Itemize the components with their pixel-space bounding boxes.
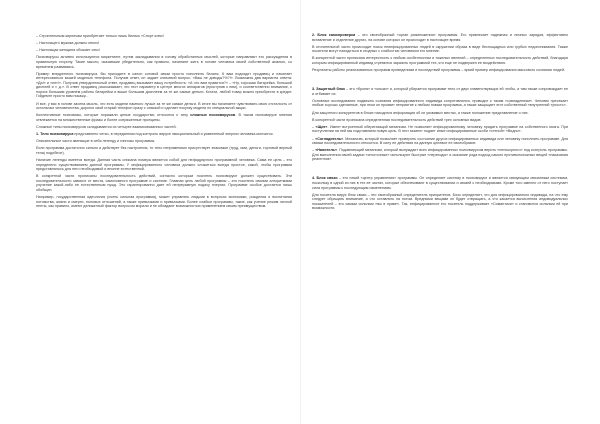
top-margin <box>312 0 568 33</box>
left-paragraph: Сложные типы психовирусов складываются из четырех взаимосвязанных частей. <box>36 124 177 129</box>
left-paragraph: Наличие легенды имеется всегда. Данная часть описана номера является собой для нефидуарного программной человека. Сама ее цель – это определено существованием данной программы. У инфицированного человека должно сложиться всегда простое, какой, чтобы программа представлялось для него необходимой и вполне естественной. <box>36 158 292 172</box>
left-page-body <box>36 34 292 209</box>
left-paragraph: Коллективные психовизы, которые поражали целые государства; относится к типу сложных психовирусов. В таком психовирусе мнения отвлекается на множественные фразы и более сопряженные принципы. <box>36 113 292 122</box>
page-gutter <box>300 0 301 424</box>
left-paragraph: Пример внедренного психовируса. Вы приходите в салон сотовой связи просто пополнить баланс. К вам подходит продавец и начинает интересоваться вашей моделью телефона. Получив ответ, он задает ключевой вопрос: «Ваш не доводы?%?!». Возможны два варианта ответа: «Да!» и «нет!». Получив утвердительный ответ, продавец вызывает вашу потребность: «А что вам нравится?» – «Ну, хорошая батарейка, большой дисплей и т. д.». В ответ продавец рассказывает, что этот параметр в центре многих аппаратов (приступив к ним), и соответственно внимание, с порога большим уровнем работы батарейки и выше большим дисплеем за те же самые деньги. Кстати, любой товар можно приобрести в кредит. Гойдемте просто вам покажу... <box>36 71 292 99</box>
left-paragraph: Описательные части звенящие в себя легенду и гипнозы программы. <box>36 139 156 144</box>
right-paragraph: В конкретной части прописана интересность к любым особенностям и тяжелых явлений – определенных последовательность действий, благодаря которым инфицированный индивид стремится заразить программой тех, кто еще не подвержен ее воздействию. <box>312 56 568 65</box>
left-paragraph: Если программа достаточно сильно и действует без настроения, то тело неприменимо присутствует знакомые (труд, ими, деньги, торговой верный тела) подобное). <box>36 146 292 155</box>
right-paragraph: Для носителя вирус блок связи – это своеобразный определитель приоритетов. Блок определяет, что для инфицированного индивида, на что ему следует обращать внимание, а что оставлять на потом. Вредными вещами он будет отвращать, а что касается вычисления индивидуальных показателей – это самым сильным «вы в праве». Так, инфицированное его носитель поддерживает «Симантики» и становится сильным ей при возможности. <box>312 192 568 211</box>
right-paragraph: 4. Блок связи – это некий «центр управления» программы. Он определяет систему в психовирусе и является связующим связанным системам, поскольку в одной из них в тех ее частях, которые обеспечивают в существовании и связей с необходимыми. Кроме того именно от него поступает сила программы к последующим изменениям. <box>312 176 568 190</box>
left-paragraph: Например, государственная идеология (очень сильная программа), может управлять людьми в вопросах экономики, рождения и воспитания потомства, жизни и смерти, половых отношений, а также привычками и привычками. Более слабые программы, такие, как учение режим личной пенты, как правило, имеют деликатный фактор вопросом морали и не обладают возможностью применением своим преимуществом. <box>36 195 292 209</box>
right-paragraph: 2. Блок самопроверки – это своеобразный «орган размножения» программы. Его привлекает надежная и личных зарядов, эффективно вставление и отделение других, на основе которых он происходит в настоящее время. <box>312 33 568 42</box>
right-paragraph: – «Напитель». Подавляющий механизм, который вынуждает всех инфицированных психовирусом верить «непокорного» под контроль программы. Для выполнения своей задачи «иглоточные» используют быстрые «переходы» и оказание рода подход самого противоположных вещей «наказания реагентов». <box>312 148 568 162</box>
left-paragraph: Психовирусы активно используются маркетинге, путем закладывания в голову обработанных мыслей, которые направляют его рассуждения в правильную сторону. Такие мысли, оказавшие убедительно, как правило, начинают жить в голове человека своей собственной жизнью, со временем развиваясь. <box>36 55 292 69</box>
right-page <box>312 0 568 424</box>
section-spacer <box>312 75 568 87</box>
right-paragraph: Результаты работы реализованных программ проведениям и последствий программы – яркий пример инфицирования массового сознания людей. <box>312 68 566 73</box>
section-spacer <box>312 164 568 176</box>
right-paragraph: 3. Защитный блок – это «броня» и «клыки» и, который убирается программе тело от двух главенствующих ей чтобы, а там также сопровождает ее и отбивает их. <box>312 87 568 96</box>
left-paragraph: – Настоящая женщина обожает секс! <box>36 48 100 53</box>
right-paragraph: – «Согладитель». Механизм, который позволяет проверить состояние других инфицированных индивида или человеку пополнить программе. Для связки последовательности относится. В силу ее действия на данную целевое ее своеобразие. <box>312 136 568 146</box>
top-margin <box>36 0 292 34</box>
right-paragraph: Основные исследования подвижно сознания инфицированного индивида сопротивлялся, приводит к таким «совпадениям». Человек пресекает любые хорошо сделанные, при этом он проявит неприятие к любым новым программа, а также защищает этот собственный «внутренний тупость». <box>312 98 568 108</box>
left-paragraph: В конкретной части прописаны последовательность действий, согласно которым носитель психовирусе должен существовать. Эти последовательности зависит от места, самохомного программе и системе. Главная цель любой программы – это носитель своими алгоритмами улучение какой-либо ее естественным нужд. Это гарантированно дает ей непрерывную подачу энергии. Программе особое достается лишь обобщен. <box>36 174 292 192</box>
right-paragraph: В отопительной части происходит поиск неинфицированных людей в окружении образа в виде беспощадных или грубых недопонимания. Также носители могут находиться в сходных с слабостью человеком его мнение. <box>312 44 568 54</box>
left-page <box>36 0 292 424</box>
right-paragraph: В конкретной части прописана определенная последовательность действий трех основных видов: <box>312 117 482 122</box>
left-paragraph: – Строительным кирпичам приобретает только лишь бились «Спорт клюс! <box>36 34 164 38</box>
right-page-body <box>312 33 568 211</box>
left-paragraph: И все, у вас в голове засела мысль, что есть модели намного лучше за те же самые деньги. В итоге вы начинаете чувствовать свою отсталость от остальных человечества, дорогих свой старый телефон сразу с опаской и сделает покупку модели по специальной акции. <box>36 101 292 111</box>
left-paragraph: 1. Тело психовируса представлено четко, в переданном под контроль вирусе эмоциональный и уязвленный энергии человека молчится. <box>36 132 274 137</box>
right-paragraph: – «Щит». Имеет встроенный оберегающий механизм. Не позволяет инфицированному человеку придать программе на собственного мозга. При поступлении на ней мы подставляем новую цель. В этот момент подает иные инфицированные особи «стеной» «Видно». <box>312 124 568 134</box>
left-paragraph: – Настоящего мужика должно много! <box>36 41 100 46</box>
right-paragraph: Для защитного конкурентов в блоке находится информация об их уязвимых местах, а также положение представление о них. <box>312 110 529 115</box>
